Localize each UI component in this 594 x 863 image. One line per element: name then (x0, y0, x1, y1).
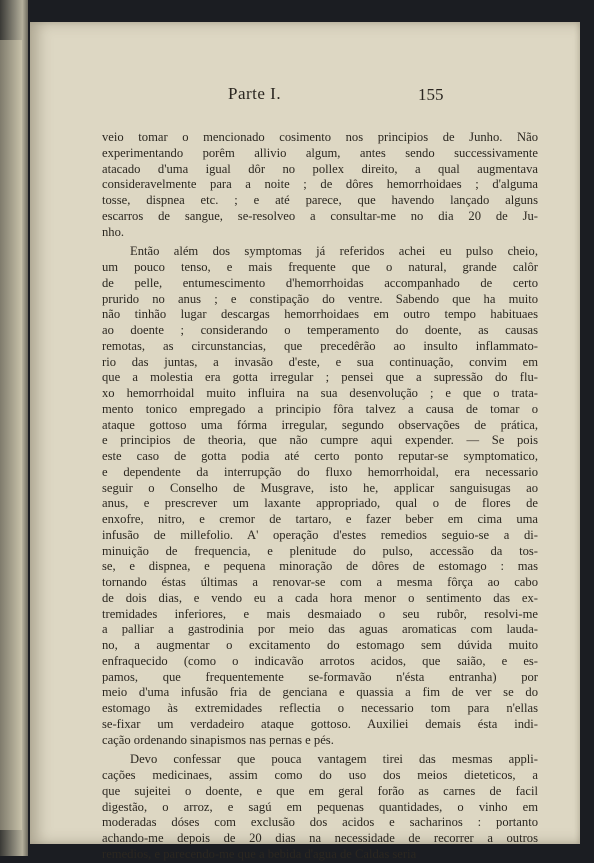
page-number: 155 (418, 85, 444, 104)
text-line: pamos, que frequentemente se-formavão n'ésta entranha) por (102, 669, 538, 684)
text-line: tosse, dispnea etc. ; e até parece, que havendo lançado alguns (102, 193, 538, 207)
facing-page-edge (0, 40, 22, 830)
text-line: estomago às extremidades reflectia o necessario tom para n'ellas (102, 701, 538, 715)
text-line: moderadas dóses com exclusão dos acidos e sacharinos : portanto (102, 815, 538, 830)
text-line: cação ordenando sinapismos nas pernas e pés. (102, 732, 334, 747)
text-line: tornando éstas últimas a renovar-se com a mesma fôrça ao cabo (102, 575, 538, 589)
text-line: este caso de gotta podia até certo ponto reputar-se symptomatico, (102, 449, 538, 463)
text-line: remedios, e parecendo-me que a bebida d'agua de Caldas seria (102, 846, 417, 861)
text-line: rio das juntas, a invasão d'este, e sua continuação, convim em (102, 354, 538, 369)
text-line: cações medicinaes, assim como do uso dos meios dieteticos, a (102, 768, 538, 782)
text-line: prurido no anus ; e constipação do ventre. Sabendo que ha muito (102, 291, 538, 306)
text-line: meio d'uma infusão fria de genciana e quassia a fim de ver se do (102, 685, 538, 700)
text-line: ataque gottoso uma fórma irregular, segundo observações de prática, (102, 417, 538, 432)
text-line: e principios de theoria, que não cumpre aqui expender. — Se pois (102, 433, 538, 448)
text-line: xo hemorrhoidal muito influira na sua desenvolução ; e que o trata- (102, 386, 538, 400)
text-line: que sujeitei o doente, e que em geral forão as carnes de facil (102, 783, 538, 798)
text-line: ao doente ; considerando o temperamento do doente, as causas (102, 323, 538, 337)
text-line: escarros de sangue, se-resolveo a consultar-me no dia 20 de Ju- (102, 208, 538, 223)
text-line: Devo confessar que pouca vantagem tirei das mesmas appli- (130, 752, 538, 767)
text-line: achando-me depois de 20 dias na necessidade de recorrer a outros (102, 831, 538, 845)
part-title: Parte I. (228, 84, 282, 103)
paragraph (102, 130, 538, 240)
text-line: minuição de frequencia, e plenitude do pulso, accessão da tos- (102, 543, 538, 558)
paragraph (102, 244, 538, 748)
text-line: experimentando porêm allivio algum, antes sendo successivamente (102, 145, 538, 160)
text-line: infusão de millefolio. A' operação d'estes remedios seguio-se a di- (102, 527, 538, 542)
text-line: enfraquecido (como o indicavão arrotos acidos, que saião, e es- (102, 653, 538, 668)
text-line: não tinhão lugar descargas hemorrhoidaes em outro tempo habituaes (102, 307, 538, 322)
paragraph (102, 752, 538, 862)
text-line: enxofre, nitro, e cremor de tartaro, e fazer beber em cima uma (102, 512, 538, 526)
text-line: nho. (102, 224, 125, 239)
text-line: remotas, as circunstancias, que precedêrão ao insulto inflammato- (102, 338, 538, 353)
running-head (30, 84, 580, 108)
text-line: de dois dias, e vendo eu a cada hora menor o sentimento das ex- (102, 590, 538, 605)
text-line: atacado d'uma igual dôr no pollex direito, a qual augmentava (102, 161, 538, 176)
text-line: consideravelmente para a noite ; de dôres hemorrhoidaes ; d'alguma (102, 177, 538, 192)
text-line: e dependente da interrupção do fluxo hemorrhoidal, era necessario (102, 464, 538, 479)
text-line: que a molestia era gotta irregular ; pensei que a supressão do flu- (102, 370, 538, 385)
text-line: seguir o Conselho de Musgrave, isto he, applicar sanguisugas ao (102, 480, 538, 495)
text-line: tremidades inferiores, e mais desmaiado o seu rubôr, resolvi-me (102, 606, 538, 621)
text-line: no, a augmentar o excitamento do estomago sem dúvida muito (102, 638, 538, 652)
text-line: se, e dispnea, e pequena minoração de dôres de estomago : mas (102, 559, 538, 574)
text-line: a palliar a gastrodinia por meio das aguas aromaticas com lauda- (102, 622, 538, 637)
body-text (102, 130, 538, 863)
text-line: de pelle, entumescimento d'hemorrhoidas accompanhado de certo (102, 275, 538, 290)
text-line: se-fixar um verdadeiro ataque gottoso. Auxiliei demais ésta indi- (102, 716, 538, 731)
text-line: anus, e prescrever um laxante appropriado, qual o de flores de (102, 496, 538, 511)
text-line: digestão, o arroz, e sagú em pequenas quantidades, o vinho em (102, 799, 538, 814)
text-line: mento tonico empregado a principio fôra talvez a causa de tomar o (102, 401, 538, 416)
text-line: Então além dos symptomas já referidos achei eu pulso cheio, (130, 244, 538, 259)
text-line: veio tomar o mencionado cosimento nos principios de Junho. Não (102, 130, 538, 144)
text-line: um pouco tenso, e mais frequente que o natural, grande calôr (102, 260, 538, 274)
book-page (30, 22, 580, 861)
